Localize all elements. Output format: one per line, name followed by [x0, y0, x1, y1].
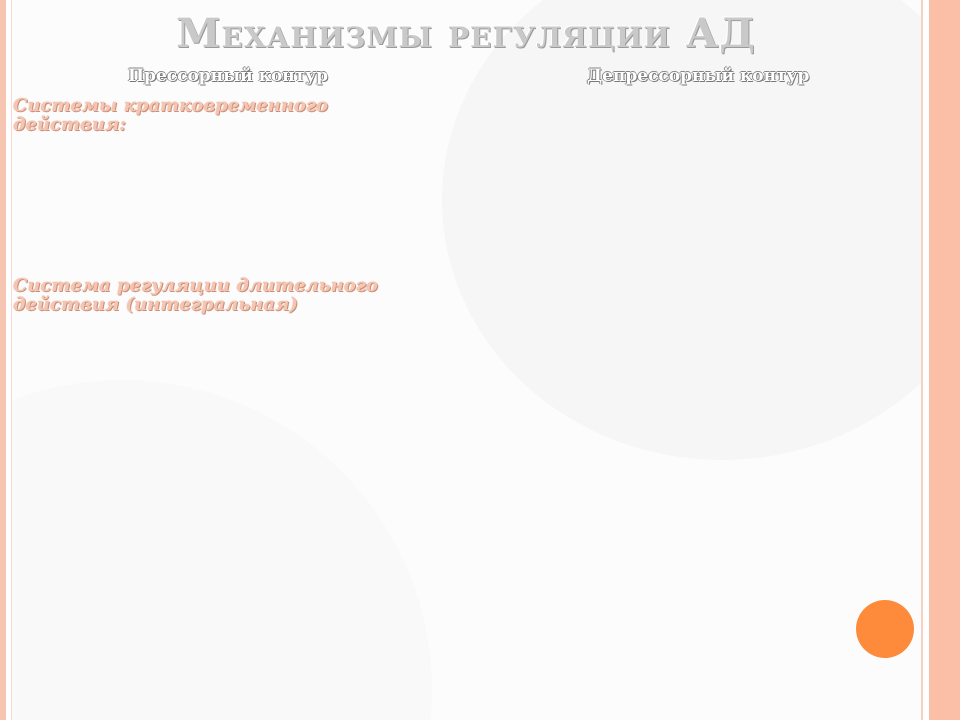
short-term-systems-line-1: Системы кратковременного — [13, 95, 329, 116]
long-term-system-text — [13, 276, 378, 314]
orange-circle-decoration — [856, 600, 914, 658]
right-border-line — [921, 0, 923, 720]
left-border-inner — [6, 0, 12, 720]
depressor-contour-heading: Депрессорный контур — [587, 66, 810, 86]
pressor-contour-heading: Прессорный контур — [128, 66, 329, 86]
long-term-system-line-2: действия (интегральная) — [13, 294, 298, 315]
background-swirl-bottom — [12, 380, 432, 720]
long-term-system-line-1: Система регуляции длительного — [13, 275, 378, 296]
right-border-band — [929, 0, 960, 720]
short-term-systems-line-2: действия: — [13, 114, 126, 135]
short-term-systems-text — [13, 96, 328, 134]
slide-title: Механизмы регуляции АД — [176, 10, 756, 57]
